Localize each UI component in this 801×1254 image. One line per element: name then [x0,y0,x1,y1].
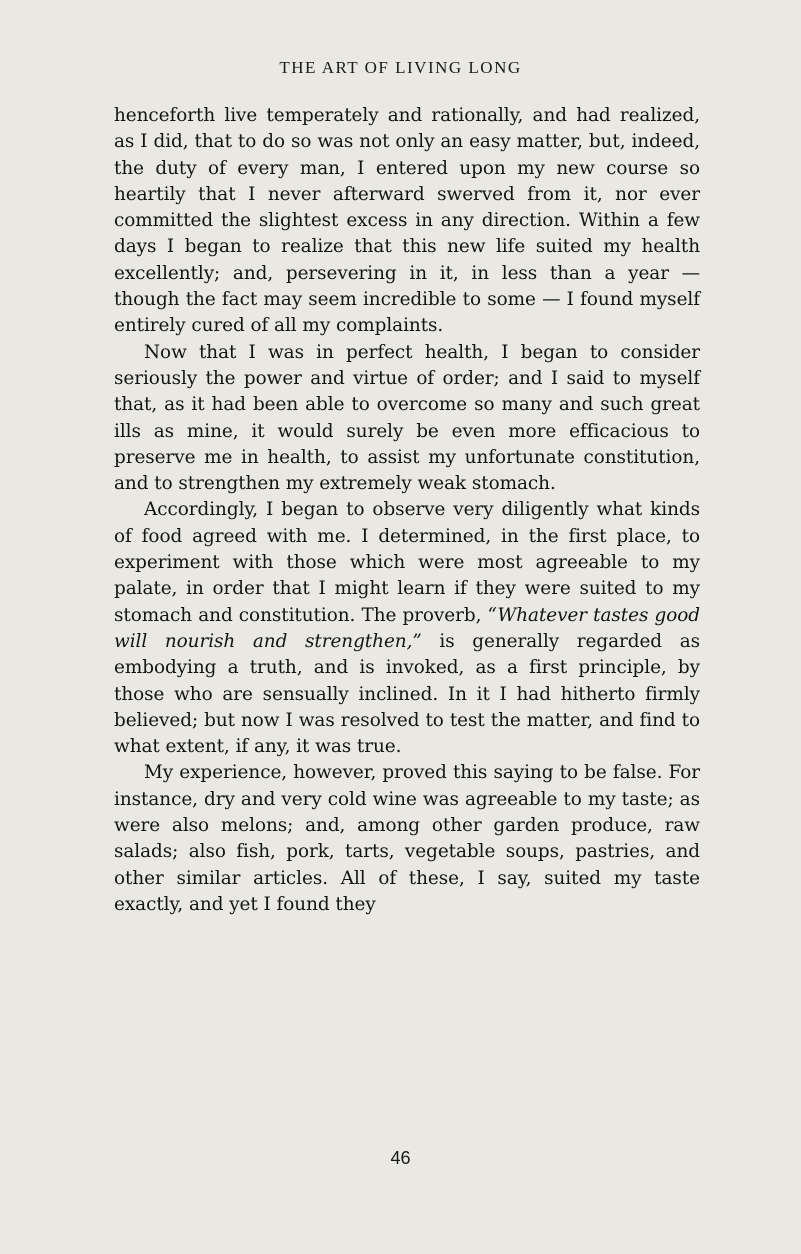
proverb-quote: “Whatever tastes good will nourish and strengthen,” [114,604,700,652]
running-head: THE ART OF LIVING LONG [279,58,522,77]
paragraph-2 [114,340,700,498]
page-number: 46 [390,1148,411,1168]
paragraph-4 [114,760,700,918]
paragraph-3-text-end: is generally regarded as embodying a truth, and is invoked, as a first principle, by those who are sensually inclined. In it I had hitherto firmly believed; but now I was resolved to test the matter, and find to what extent, if any, it was true. [114,630,701,758]
paragraph-3 [114,497,700,760]
paragraph-1 [114,103,700,340]
paragraph-1-text: henceforth live temperately and rationally, and had realized, as I did, that to do so was not only an easy matter, but, indeed, the duty of every man, I entered upon my new course so heartily that I never afterward swerved from it, nor ever committed the slightest excess in any direction. Within a few days I began to realize that this new life suited my health excellently; and, persevering in it, in less than a year — though the fact may seem incredible to some — I found myself entirely cured of all my complaints. [114,105,700,337]
paragraph-4-text: My experience, however, proved this saying to be false. For instance, dry and very cold wine was agreeable to my taste; as were also melons; and, among other garden produce, raw salads; also fish, pork, tarts, vegetable soups, pastries, and other similar articles. All of these, I say, suited my taste exactly, and yet I found they [114,762,700,915]
paragraph-2-text: Now that I was in perfect health, I began to consider seriously the power and virtue of order; and I said to myself that, as it had been able to overcome so many and such great ills as mine, it would surely be even more efficacious to preserve me in health, to assist my unfortunate constitution, and to strengthen my extremely weak stomach. [114,341,700,495]
paragraph-3-text-start: Accordingly, I began to observe very diligently what kinds of food agreed with me. I determined, in the first place, to experiment with those which were most agreeable to my palate, in order that I might learn if they were suited to my stomach and constitution. The proverb, [114,499,700,626]
body-text [114,103,700,918]
